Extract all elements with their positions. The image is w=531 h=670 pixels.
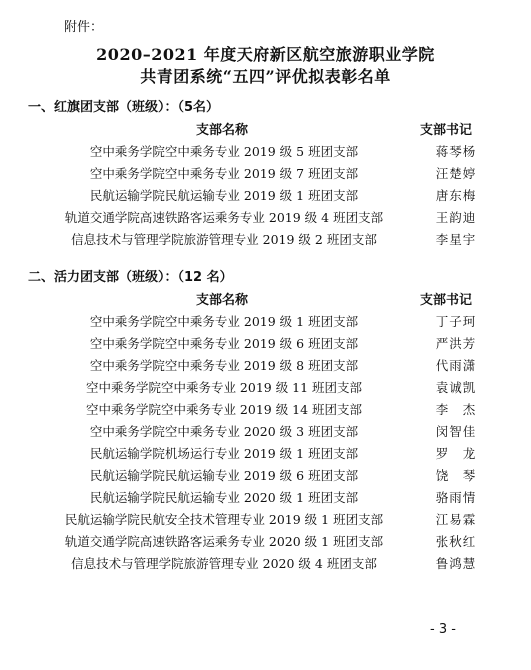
secretary-name: 罗 龙 (435, 446, 477, 461)
branch-name: 轨道交通学院高速铁路客运乘务专业 2020 级 1 班团支部 (64, 534, 384, 549)
list-item (0, 164, 531, 186)
branch-name: 空中乘务学院空中乘务专业 2019 级 14 班团支部 (85, 402, 363, 417)
branch-name: 空中乘务学院空中乘务专业 2019 级 6 班团支部 (89, 336, 359, 351)
list-item (0, 312, 531, 334)
branch-name: 空中乘务学院空中乘务专业 2020 级 3 班团支部 (89, 424, 359, 439)
branch-name: 信息技术与管理学院旅游管理专业 2020 级 4 班团支部 (71, 556, 377, 571)
list-item (0, 230, 531, 252)
list-item (0, 466, 531, 488)
secretary-name: 袁诚凯 (435, 380, 477, 395)
secretary-name: 丁子珂 (435, 314, 477, 329)
list-item (0, 208, 531, 230)
attachment-label: 附件： (64, 20, 104, 35)
column-header-secretary: 支部书记 (420, 123, 473, 138)
secretary-name: 严洪芳 (435, 336, 477, 351)
secretary-name: 代雨潇 (435, 358, 477, 373)
list-item (0, 400, 531, 422)
secretary-name: 骆雨情 (435, 490, 477, 505)
secretary-name: 汪楚婷 (435, 166, 477, 181)
branch-name: 民航运输学院民航运输专业 2020 级 1 班团支部 (89, 490, 359, 505)
list-item (0, 510, 531, 532)
branch-name: 民航运输学院民航运输专业 2019 级 1 班团支部 (89, 188, 359, 203)
list-item (0, 554, 531, 576)
branch-name: 民航运输学院机场运行专业 2019 级 1 班团支部 (89, 446, 359, 461)
branch-name: 轨道交通学院高速铁路客运乘务专业 2019 级 4 班团支部 (64, 210, 384, 225)
list-item (0, 532, 531, 554)
secretary-name: 鲁鸿慧 (435, 556, 477, 571)
list-item (0, 378, 531, 400)
branch-name: 空中乘务学院空中乘务专业 2019 级 8 班团支部 (89, 358, 359, 373)
secretary-name: 李星宇 (435, 232, 477, 247)
list-item (0, 444, 531, 466)
branch-name: 民航运输学院民航运输专业 2019 级 6 班团支部 (89, 468, 359, 483)
secretary-name: 张秋红 (435, 534, 477, 549)
branch-name: 民航运输学院民航安全技术管理专业 2019 级 1 班团支部 (64, 512, 384, 527)
branch-name: 空中乘务学院空中乘务专业 2019 级 11 班团支部 (85, 380, 363, 395)
branch-name: 空中乘务学院空中乘务专业 2019 级 1 班团支部 (89, 314, 359, 329)
branch-name: 信息技术与管理学院旅游管理专业 2019 级 2 班团支部 (71, 232, 377, 247)
list-item (0, 186, 531, 208)
section-heading-red-flag: 一、红旗团支部（班级）：（5名） (28, 100, 220, 115)
list-item (0, 356, 531, 378)
secretary-name: 闵智佳 (435, 424, 477, 439)
branch-name: 空中乘务学院空中乘务专业 2019 级 7 班团支部 (89, 166, 359, 181)
column-header-branch-name: 支部名称 (196, 123, 249, 138)
secretary-name: 饶 琴 (435, 468, 477, 483)
secretary-name: 江易霖 (435, 512, 477, 527)
list-item (0, 488, 531, 510)
column-header-secretary: 支部书记 (420, 293, 473, 308)
list-item (0, 334, 531, 356)
page-number: - 3 - (430, 622, 456, 637)
document-title-line2: 共青团系统“五四”评优拟表彰名单 (140, 67, 391, 86)
document-title-line1: 2020–2021 年度天府新区航空旅游职业学院 (96, 45, 435, 64)
list-item (0, 422, 531, 444)
section-heading-vitality: 二、活力团支部（班级）：（12 名） (28, 270, 233, 285)
column-header-branch-name: 支部名称 (196, 293, 249, 308)
secretary-name: 唐东梅 (435, 188, 477, 203)
secretary-name: 李 杰 (435, 402, 477, 417)
branch-name: 空中乘务学院空中乘务专业 2019 级 5 班团支部 (89, 144, 359, 159)
secretary-name: 王韵迪 (435, 210, 477, 225)
list-item (0, 142, 531, 164)
secretary-name: 蒋琴杨 (435, 144, 477, 159)
